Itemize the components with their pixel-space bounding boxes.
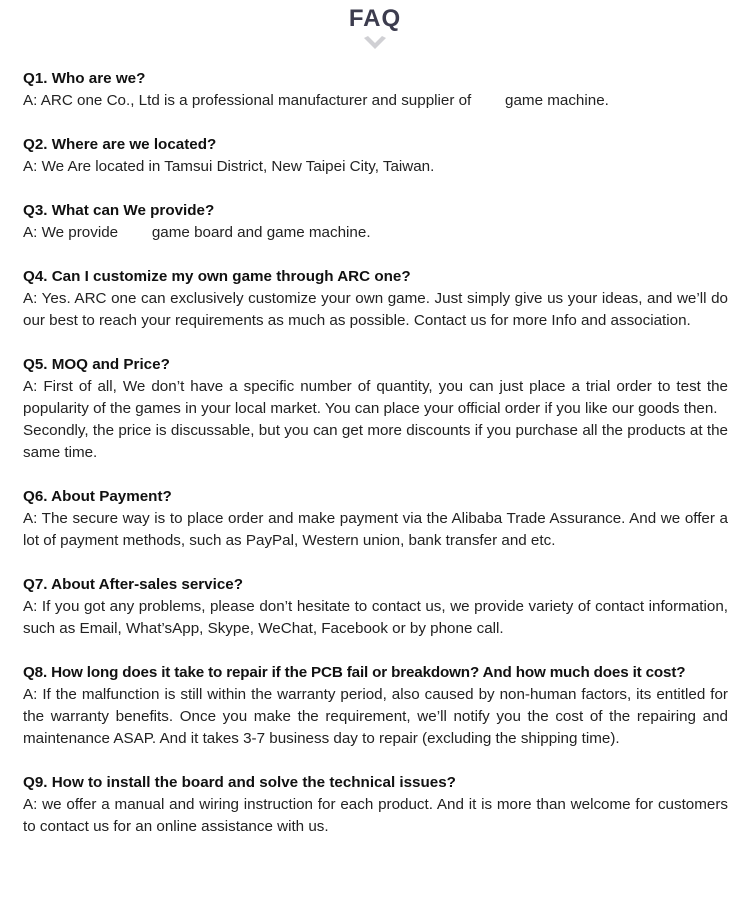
faq-item-q9 [23,772,728,838]
faq-answer: A: We Are located in Tamsui District, New Taipei City, Taiwan. [23,158,435,175]
faq-question: Q7. About After-sales service? [23,576,244,593]
faq-answer: A: We provide game board and game machine. [23,224,371,241]
faq-question: Q8. How long does it take to repair if the PCB fail or breakdown? And how much does it cost? [23,664,686,681]
faq-item-q8 [23,662,728,750]
faq-question: Q6. About Payment? [23,488,172,505]
faq-item-q3 [23,200,728,244]
faq-answer: A: First of all, We don’t have a specific number of quantity, you can just place a trial order to test the popularity of the games in your local market. You can place your official order if you like our goods then. [23,378,728,417]
faq-item-q1 [23,68,728,112]
page-title: FAQ [348,5,402,32]
faq-question: Q1. Who are we? [23,70,146,87]
faq-answer: A: ARC one Co., Ltd is a professional manufacturer and supplier of game machine. [23,92,609,109]
faq-list [23,68,728,860]
faq-item-q6 [23,486,728,552]
faq-answer-continued: Secondly, the price is discussable, but you can get more discounts if you purchase all the products at the same time. [23,422,728,461]
faq-item-q2 [23,134,728,178]
faq-answer: A: we offer a manual and wiring instruction for each product. And it is more than welcome for customers to contact us for an online assistance with us. [23,796,728,835]
faq-item-q5 [23,354,728,464]
faq-item-q4 [23,266,728,332]
faq-answer: A: If you got any problems, please don’t hesitate to contact us, we provide variety of contact information, such as Email, What’sApp, Skype, WeChat, Facebook or by phone call. [23,598,728,637]
faq-question: Q9. How to install the board and solve the technical issues? [23,774,456,791]
faq-answer: A: Yes. ARC one can exclusively customize your own game. Just simply give us your ideas, and we’ll do our best to reach your requirements as much as possible. Contact us for more Info and association. [23,290,728,329]
faq-answer: A: If the malfunction is still within the warranty period, also caused by non-human factors, its entitled for the warranty benefits. Once you make the requirement, we’ll notify you the cost of the repairing and maintenance ASAP. And it takes 3-7 business day to repair (excluding the shipping time). [23,686,728,747]
faq-header [0,4,750,52]
faq-item-q7 [23,574,728,640]
faq-question: Q4. Can I customize my own game through ARC one? [23,268,411,285]
chevron-down-icon [364,36,386,52]
faq-question: Q5. MOQ and Price? [23,356,170,373]
faq-answer: A: The secure way is to place order and make payment via the Alibaba Trade Assurance. And we offer a lot of payment methods, such as PayPal, Western union, bank transfer and etc. [23,510,728,549]
faq-question: Q2. Where are we located? [23,136,217,153]
faq-question: Q3. What can We provide? [23,202,215,219]
